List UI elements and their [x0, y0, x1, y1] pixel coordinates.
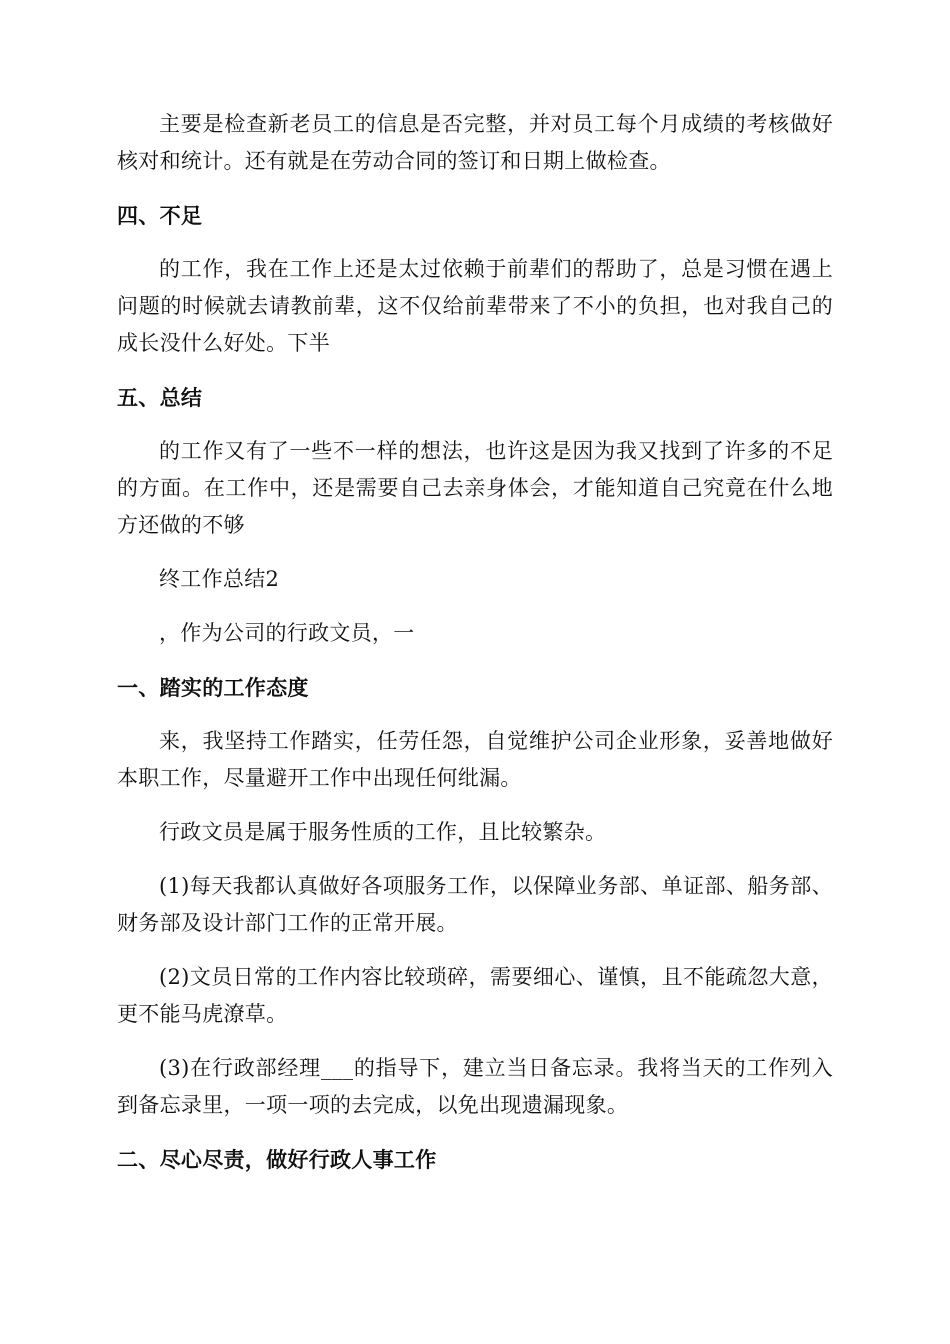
section-heading: 一、踏实的工作态度 [117, 675, 309, 700]
section-heading: 四、不足 [117, 203, 203, 228]
paragraph: (1)每天我都认真做好各项服务工作，以保障业务部、单证部、船务部、财务部及设计部门工作的正常开展。 [117, 874, 833, 935]
paragraph: 的工作又有了一些不一样的想法，也许这是因为我又找到了许多的不足的方面。在工作中，还是需要自己去亲身体会，才能知道自己究竟在什么地方还做的不够 [117, 439, 833, 537]
section-heading: 二、尽心尽责，做好行政人事工作 [117, 1147, 437, 1172]
paragraph: 终工作总结2 [159, 567, 280, 591]
paragraph: ，作为公司的行政文员，一 [159, 621, 415, 645]
paragraph: 行政文员是属于服务性质的工作，且比较繁杂。 [159, 820, 607, 844]
document-page [117, 106, 833, 1195]
paragraph: 来，我坚持工作踏实，任劳任怨，自觉维护公司企业形象，妥善地做好本职工作，尽量避开工作中出现任何纰漏。 [117, 729, 833, 790]
paragraph: (3)在行政部经理___的指导下，建立当日备忘录。我将当天的工作列入到备忘录里，一项一项的去完成，以免出现遗漏现象。 [117, 1056, 833, 1117]
paragraph: 的工作，我在工作上还是太过依赖于前辈们的帮助了，总是习惯在遇上问题的时候就去请教前辈，这不仅给前辈带来了不小的负担，也对我自己的成长没什么好处。下半 [117, 257, 833, 355]
section-heading: 五、总结 [117, 385, 203, 410]
paragraph: 主要是检查新老员工的信息是否完整，并对员工每个月成绩的考核做好核对和统计。还有就是在劳动合同的签订和日期上做检查。 [117, 112, 833, 173]
paragraph: (2)文员日常的工作内容比较琐碎，需要细心、谨慎，且不能疏忽大意，更不能马虎潦草。 [117, 965, 833, 1026]
